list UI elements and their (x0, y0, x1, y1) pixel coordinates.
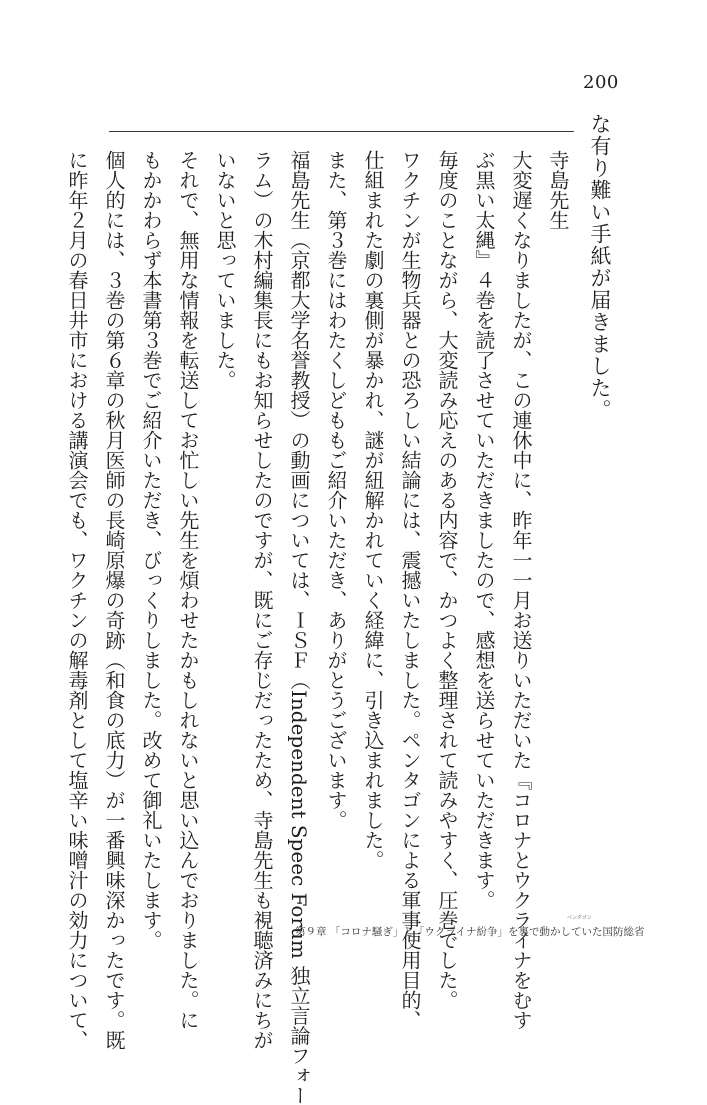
body-line-4: 毎度のことながら、大変読み応えのある内容で、かつよく整理されて読みやすく、圧巻でした。 (435, 150, 459, 1010)
body-line-8: 福島先生（京都大学名誉教授）の動画については、ＩＳＦ（Independent Speec Forum 独立言論フォー (287, 150, 311, 1105)
body-line-14: に昨年２月の春日井市における講演会でも、ワクチンの解毒剤として塩辛い味噌汁の効力について、 (65, 150, 89, 1050)
body-line-9: ラム）の木村編集長にもお知らせしたのですが、既にご存じだったため、寺島先生も視聴済みにちが (250, 150, 274, 1050)
body-line-6: 仕組まれた劇の裏側が暴かれ、謎が紐解かれていく経緯に、引き込まれました。 (361, 150, 385, 870)
body-line-10: いないと思っていました。 (213, 150, 237, 390)
divider-line (109, 131, 574, 132)
body-line-12: もかかわらず本書第３巻でご紹介いただき、びっくりしました。改めて御礼いたします。 (139, 150, 163, 950)
page-number: 200 (583, 72, 619, 93)
body-line-3: ぶ黒い太縄』４巻を読了させていただきましたので、感想を送らせていただきます。 (472, 150, 496, 910)
body-line-2: 大変遅くなりましたが、この連休中に、昨年一一月お送りいただいた『コロナとウクライナをむす (509, 150, 533, 1030)
body-line-5: ワクチンが生物兵器との恐ろしい結論には、震撼いたしました。ペンタゴンによる軍事使用目的、 (398, 150, 422, 1030)
body-line-11: それで、無用な情報を転送してお忙しい先生を煩わせたかもしれないと思い込んでおりました。に (176, 150, 200, 1030)
body-line-1: 寺島先生 (546, 150, 570, 230)
continued-line: な有り難い手紙が届きました。 (588, 113, 612, 421)
body-line-13: 個人的には、３巻の第６章の秋月医師の長崎原爆の奇跡（和食の底力）が一番興味深かったです。既 (102, 150, 126, 1050)
body-line-7: また、第３巻にはわたくしどももご紹介いただき、ありがとうございます。 (324, 150, 348, 830)
footer-ruby: ペンタゴン (567, 915, 592, 921)
running-footer: 第９章 「コロナ騒ぎ」と「ウクライナ紛争」を裏で動かしていた国防総省 (295, 926, 645, 938)
